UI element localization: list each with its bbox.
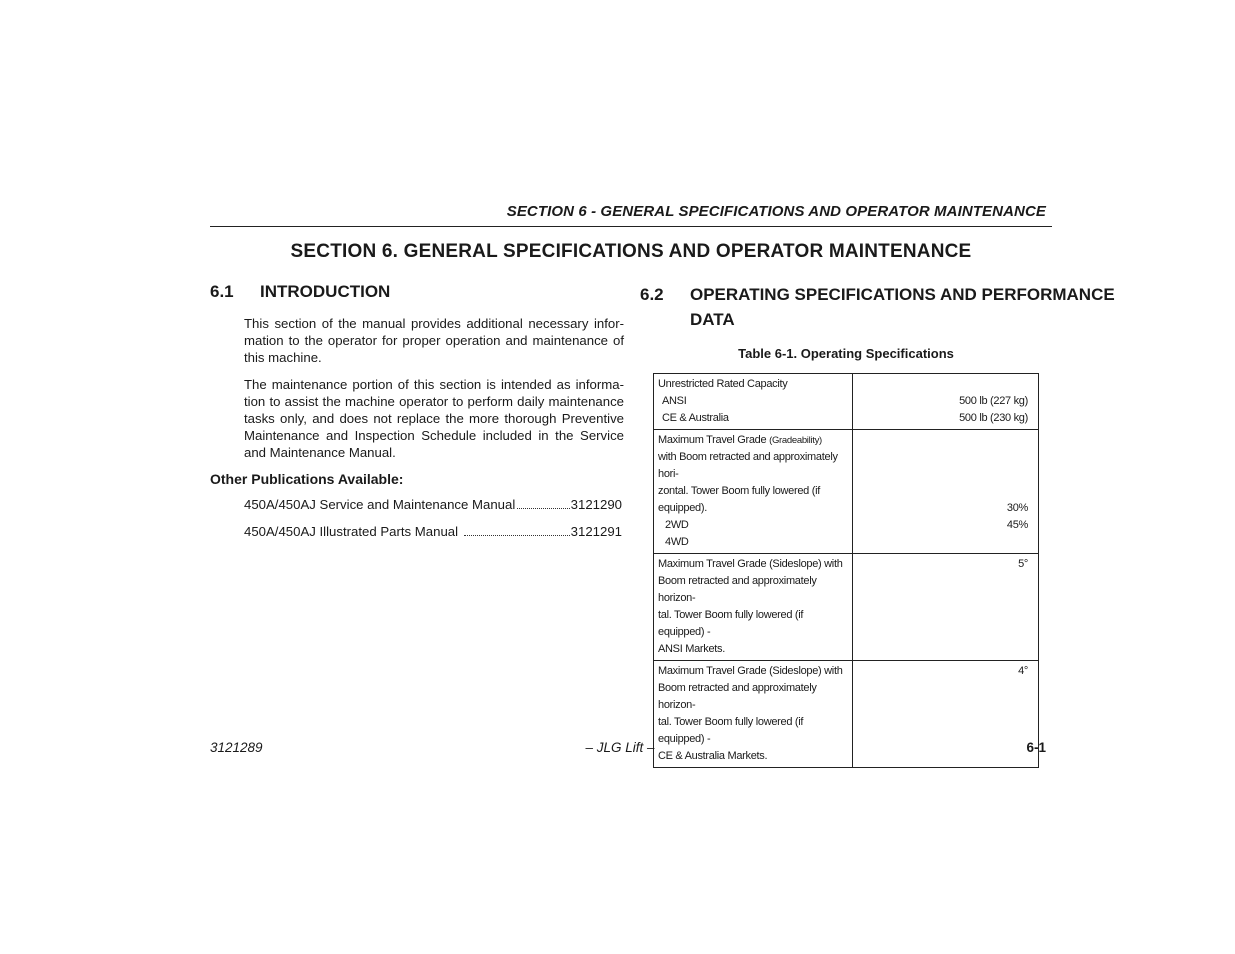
- intro-paragraph-2: The maintenance portion of this section is intended as informa-tion to assist the machine operator to perform daily maintenance tasks only, and does not replace the more thorough Preventive Maintenance and Inspection Schedule included in the Service and Maintenance Manual.: [244, 377, 624, 460]
- specs-number: 6.2: [640, 285, 664, 304]
- spec-value: 4°: [853, 661, 1039, 768]
- publication-number: 3121290: [570, 497, 622, 512]
- specs-heading: [640, 282, 1115, 332]
- table-row: [654, 374, 1039, 430]
- specs-heading-line2: DATA: [690, 310, 735, 329]
- table-row: [654, 554, 1039, 661]
- spec-value: 5°: [853, 554, 1039, 661]
- table-caption: Table 6-1. Operating Specifications: [738, 346, 954, 361]
- intro-heading: [210, 282, 390, 302]
- footer-doc-number: 3121289: [210, 740, 263, 755]
- footer-page-number: 6-1: [1026, 740, 1046, 755]
- spec-label: Unrestricted Rated Capacity ANSI CE & Australia: [654, 374, 853, 430]
- intro-number: 6.1: [210, 282, 234, 301]
- table-row: [654, 661, 1039, 768]
- dot-leader: [517, 508, 569, 509]
- publication-title: 450A/450AJ Illustrated Parts Manual: [244, 524, 459, 539]
- spec-label: Maximum Travel Grade (Sideslope) with Boom retracted and approximately horizon- tal. Tower Boom fully lowered (if equipped) - ANSI Markets.: [654, 554, 853, 661]
- intro-heading-text: INTRODUCTION: [260, 282, 391, 301]
- specs-heading-line1: OPERATING SPECIFICATIONS AND PERFORMANCE: [690, 285, 1115, 304]
- publication-number: 3121291: [570, 524, 622, 539]
- publication-item: [244, 497, 622, 512]
- section-title: SECTION 6. GENERAL SPECIFICATIONS AND OPERATOR MAINTENANCE: [290, 241, 972, 262]
- intro-paragraph-1: This section of the manual provides additional necessary infor-mation to the operator for proper operation and maintenance of this machine.: [244, 316, 624, 365]
- footer-center: – JLG Lift –: [585, 740, 655, 755]
- spec-value: 500 lb (227 kg) 500 lb (230 kg): [853, 374, 1039, 430]
- spec-label: Maximum Travel Grade (Sideslope) with Boom retracted and approximately horizon- tal. Tower Boom fully lowered (if equipped) - CE & Australia Markets.: [654, 661, 853, 768]
- dot-leader: [464, 535, 570, 536]
- publications-heading: Other Publications Available:: [210, 471, 404, 487]
- header-rule: [210, 226, 1052, 227]
- publication-item: [244, 524, 622, 539]
- running-header: SECTION 6 - GENERAL SPECIFICATIONS AND OPERATOR MAINTENANCE: [506, 203, 1046, 220]
- spec-label: Maximum Travel Grade (Gradeability) with Boom retracted and approximately hori- zontal. Tower Boom fully lowered (if equipped). 2WD 4WD: [654, 430, 853, 554]
- operating-specifications-table: [653, 373, 1039, 768]
- publication-title: 450A/450AJ Service and Maintenance Manual: [244, 497, 516, 512]
- spec-value: 30% 45%: [853, 430, 1039, 554]
- table-row: [654, 430, 1039, 554]
